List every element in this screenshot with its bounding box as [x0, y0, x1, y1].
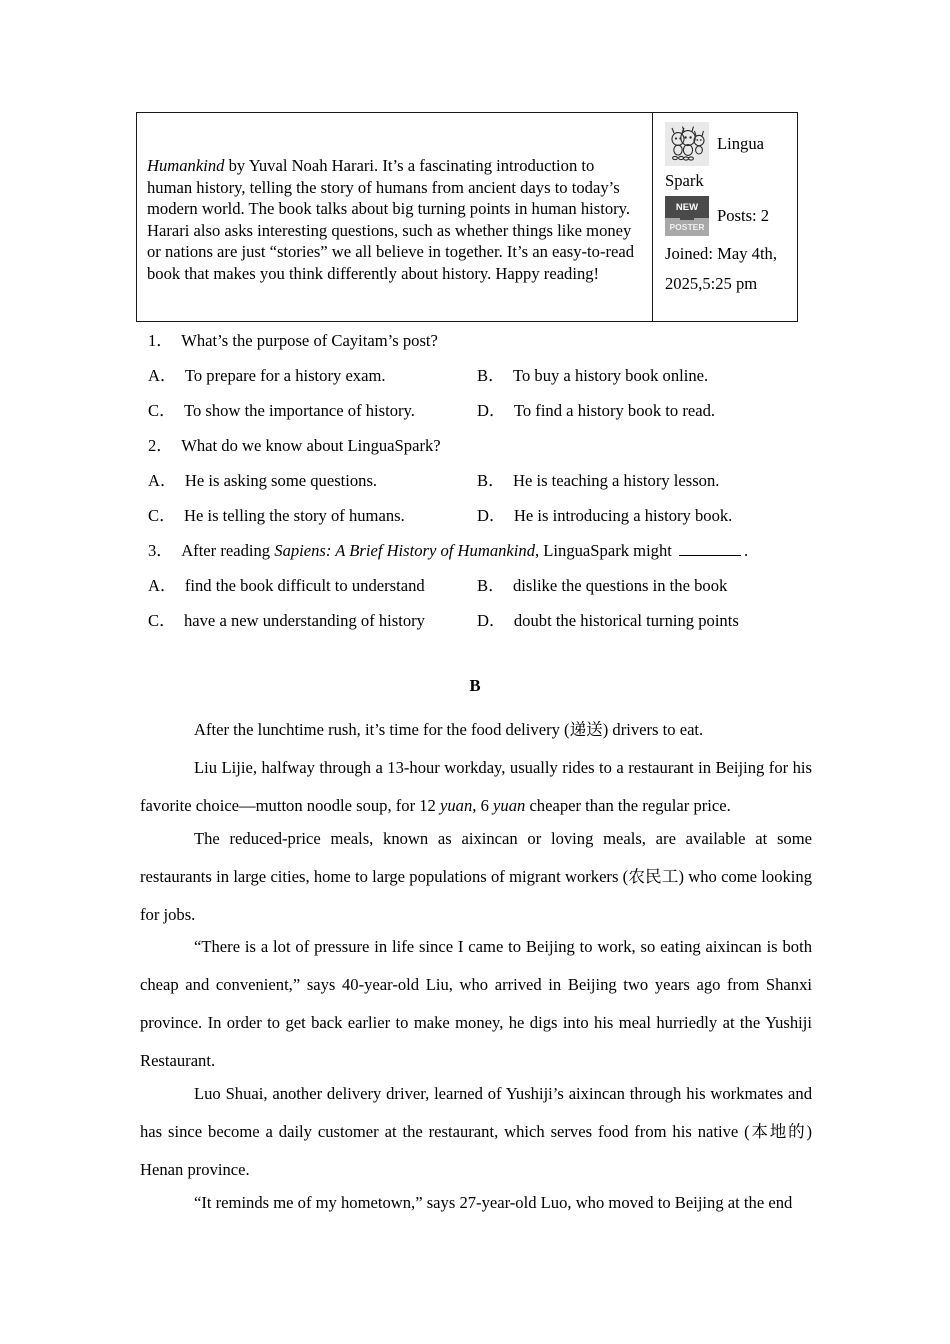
- question-3-text-pre: After reading: [181, 541, 275, 560]
- option-text: To prepare for a history exam.: [184, 366, 386, 385]
- option-marker: D．: [477, 401, 506, 420]
- option-marker: A．: [148, 366, 177, 385]
- option-marker: D．: [477, 506, 506, 525]
- question-1-option-d[interactable]: [477, 401, 715, 421]
- question-2-option-c[interactable]: [148, 506, 405, 526]
- question-3-text-mid: , LinguaSpark might: [535, 541, 677, 560]
- question-1-stem: [148, 331, 438, 351]
- question-3-option-a[interactable]: [148, 576, 425, 596]
- option-marker: C．: [148, 401, 176, 420]
- option-marker: C．: [148, 611, 176, 630]
- section-b-paragraph-3: The reduced-price meals, known as aixincan or loving meals, are available at some restaurants in large cities, home to large populations of migrant workers (农民工) who come looking for jobs.: [140, 829, 812, 924]
- option-marker: B．: [477, 471, 505, 490]
- post-body-rest: by Yuval Noah Harari. It’s a fascinating introduction to human history, telling the story of humans from ancient days to today’s modern world. The book talks about big turning points in human history. Harari also asks interesting questions, such as whether things like money or nations are just “stories” we all believe in together. It’s an easy-to-read book that makes you think differently about history. Happy reading!: [147, 156, 635, 283]
- option-text: To buy a history book online.: [512, 366, 709, 385]
- question-3-option-c[interactable]: [148, 611, 425, 631]
- option-text: doubt the historical turning points: [513, 611, 739, 630]
- author-username-part2: Spark: [665, 171, 704, 190]
- question-2-stem: [148, 436, 441, 456]
- author-avatar-row: [665, 122, 789, 166]
- option-marker: C．: [148, 506, 176, 525]
- option-text: He is asking some questions.: [184, 471, 378, 490]
- paragraph-2-mid: , 6: [472, 796, 494, 815]
- option-marker: B．: [477, 576, 505, 595]
- question-3-number: 3: [148, 541, 157, 560]
- post-body-cell: [137, 113, 653, 321]
- question-3-stem: [148, 541, 748, 561]
- question-2-option-a[interactable]: [148, 471, 377, 491]
- question-1-option-a[interactable]: [148, 366, 386, 386]
- option-marker: A．: [148, 471, 177, 490]
- yuan-italic-2: yuan: [493, 796, 526, 815]
- yuan-italic-1: yuan: [440, 796, 473, 815]
- question-1-option-c[interactable]: [148, 401, 415, 421]
- new-poster-badge-icon: [665, 196, 709, 236]
- post-author-cell: [653, 113, 797, 321]
- question-3-option-d[interactable]: [477, 611, 739, 631]
- question-2-separator: ．: [156, 436, 173, 455]
- question-3-separator: ．: [156, 541, 173, 560]
- question-2-text: What do we know about LinguaSpark?: [181, 436, 441, 455]
- question-3-option-b[interactable]: [477, 576, 727, 596]
- answer-blank[interactable]: [679, 543, 741, 556]
- option-text: He is teaching a history lesson.: [512, 471, 720, 490]
- option-text: To show the importance of history.: [183, 401, 415, 420]
- post-body-text: [147, 155, 642, 284]
- option-text: He is telling the story of humans.: [183, 506, 405, 525]
- author-posts-row: [665, 196, 789, 236]
- question-2-option-b[interactable]: [477, 471, 719, 491]
- option-marker: A．: [148, 576, 177, 595]
- question-1-separator: ．: [156, 331, 173, 350]
- question-1-number: 1: [148, 331, 157, 350]
- question-1-text: What’s the purpose of Cayitam’s post?: [181, 331, 438, 350]
- section-b-paragraph-6: “It reminds me of my hometown,” says 27-year-old Luo, who moved to Beijing at the end: [194, 1193, 793, 1212]
- author-joined-date: Joined: May 4th, 2025,5:25 pm: [665, 244, 777, 293]
- section-b-paragraph-5: Luo Shuai, another delivery driver, learned of Yushiji’s aixincan through his workmates and has since become a daily customer at the restaurant, which serves food from his native (本地的) Henan province.: [140, 1084, 812, 1179]
- option-text: To find a history book to read.: [513, 401, 716, 420]
- section-b-paragraph-4: “There is a lot of pressure in life since I came to Beijing to work, so eating aixincan is both cheap and convenient,” says 40-year-old Liu, who arrived in Beijing two years ago from Shanxi province. In order to get back earlier to make money, he digs into his meal hurriedly at the Yushiji Restaurant.: [140, 937, 812, 1070]
- section-b-paragraph-1: After the lunchtime rush, it’s time for the food delivery (递送) drivers to eat.: [194, 720, 704, 739]
- svg-text:POSTER: POSTER: [669, 222, 705, 232]
- option-marker: D．: [477, 611, 506, 630]
- question-3-book-title: Sapiens: A Brief History of Humankind: [274, 541, 535, 560]
- forum-post-table: [136, 112, 798, 322]
- option-text: He is introducing a history book.: [513, 506, 733, 525]
- question-3-text-post: .: [744, 541, 749, 560]
- book-title: Humankind: [147, 156, 225, 175]
- paragraph-2-post: cheaper than the regular price.: [525, 796, 731, 815]
- question-2-option-d[interactable]: [477, 506, 732, 526]
- option-text: find the book difficult to understand: [184, 576, 425, 595]
- author-username-part1: Lingua: [717, 134, 765, 153]
- option-text: dislike the questions in the book: [512, 576, 728, 595]
- section-b-paragraph-2: [140, 749, 812, 825]
- author-posts-count: Posts: 2: [717, 206, 770, 225]
- section-b-heading: B: [469, 676, 481, 695]
- option-text: have a new understanding of history: [183, 611, 425, 630]
- question-2-number: 2: [148, 436, 157, 455]
- option-marker: B．: [477, 366, 505, 385]
- doodle-avatar-icon: [665, 122, 709, 166]
- svg-text:NEW: NEW: [675, 202, 699, 213]
- question-1-option-b[interactable]: [477, 366, 708, 386]
- paragraph-2-pre: Liu Lijie, halfway through a 13-hour workday, usually rides to a restaurant in Beijing for his favorite choice—mutton noodle soup, for 12: [140, 758, 812, 815]
